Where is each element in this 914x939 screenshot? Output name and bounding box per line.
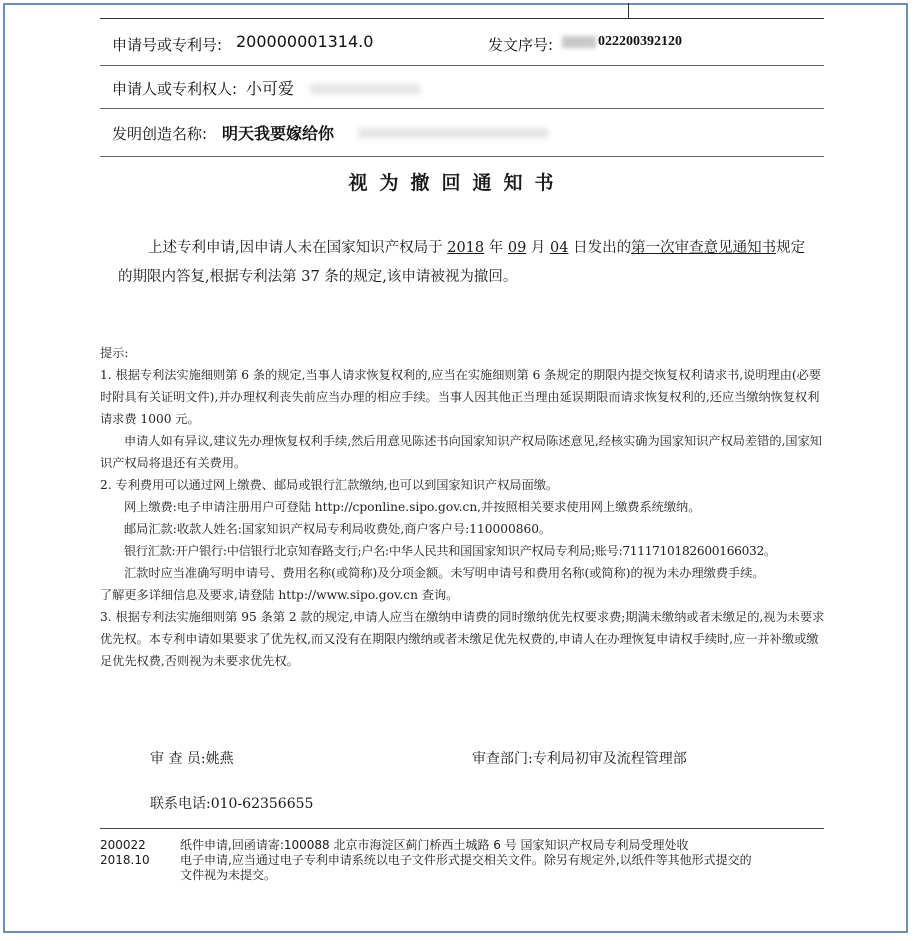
examiner-name: 姚燕	[205, 751, 234, 767]
phone-label: 联系电话:	[150, 796, 211, 812]
body-text: 日发出的	[573, 240, 632, 256]
document-title: 视为撤回通知书	[348, 172, 566, 194]
applicant-value: 小可爱	[246, 79, 295, 98]
footer-code-form: 200022	[100, 838, 146, 852]
body-text: 上述专利申请,因申请人未在国家知识产权局于	[148, 240, 443, 256]
footer-rule	[100, 828, 824, 829]
tips-section	[100, 342, 830, 672]
tip-3: 3. 根据专利法实施细则第 95 条第 2 款的规定,申请人应当在缴纳申请费的同时缴纳优先权要求费;期满未缴纳或者未缴足的,视为未要求优先权。本专利申请如果要求了优先权,而又没有在期限内缴纳或者未缴足优先权费的,申请人在办理恢复申请权手续时,应一并补缴或缴足优先权费,否则视为未要求优先权。	[100, 610, 825, 668]
tip-2-online: 网上缴费:电子申请注册用户可登陆 http://cponline.sipo.gov.cn,并按照相关要求使用网上缴费系统缴纳。	[124, 500, 701, 514]
invention-value: 明天我要嫁给你	[222, 124, 335, 143]
body-line-2: 的期限内答复,根据专利法第 37 条的规定,该申请被视为撤回。	[118, 269, 518, 285]
app-no-label: 申请号或专利号:	[112, 36, 223, 54]
body-text: 规定	[776, 240, 806, 256]
header-row-invention	[100, 109, 824, 157]
department-name: 专利局初审及流程管理部	[532, 751, 687, 767]
body-text: 年	[488, 240, 504, 256]
notice-year: 2018	[447, 240, 485, 256]
notice-day: 04	[550, 240, 569, 256]
top-stub-rule	[628, 3, 629, 19]
tip-2-post: 邮局汇款:收款人姓名:国家知识产权局专利局收费处,商户客户号:110000860。	[124, 522, 552, 536]
app-no-value: 200000001314.0	[236, 32, 374, 51]
serial-value	[562, 34, 682, 50]
serial-number: 022200392120	[598, 34, 682, 49]
examiner-label: 审 查 员:	[150, 751, 206, 767]
redaction-smudge	[310, 84, 420, 94]
serial-label: 发文序号:	[488, 36, 554, 54]
phone-number: 010-62356655	[210, 796, 314, 812]
tip-1: 1. 根据专利法实施细则第 6 条的规定,当事人请求恢复权利的,应当在实施细则第 6 条规定的期限内提交恢复权利请求书,说明理由(必要时附具有关证明文件),并办理权利丧失前应当办理的相应手续。当事人因其他正当理由延误期限而请求恢复权利的,还应当缴纳恢复权利请求费 1000 元。	[100, 368, 822, 426]
department-block	[472, 748, 687, 768]
notice-body	[120, 234, 840, 292]
footer-line-2: 电子申请,应当通过电子专利申请系统以电子文件形式提交相关文件。除另有规定外,以纸件等其他形式提交的	[180, 853, 752, 867]
header-row-application	[100, 19, 824, 66]
footer-line-1: 纸件申请,回函请寄:100088 北京市海淀区蓟门桥西土城路 6 号 国家知识产权局专利局受理处收	[180, 838, 689, 852]
department-label: 审查部门:	[472, 751, 533, 767]
tip-2-more: 了解更多详细信息及要求,请登陆 http://www.sipo.gov.cn 查询。	[100, 588, 459, 602]
invention-label: 发明创造名称:	[112, 125, 208, 143]
tips-heading: 提示:	[100, 346, 129, 360]
header-row-applicant	[100, 66, 824, 109]
phone-block	[150, 793, 313, 813]
redaction-smudge	[358, 128, 548, 138]
tip-2-remit: 汇款时应当准确写明申请号、费用名称(或简称)及分项金额。未写明申请号和费用名称(或简称)的视为未办理缴费手续。	[124, 566, 765, 580]
footer-line-3: 文件视为未提交。	[180, 868, 277, 882]
tip-2-bank: 银行汇款:开户银行:中信银行北京知春路支行;户名:中华人民共和国国家知识产权局专利局;账号:7111710182600166032。	[124, 544, 776, 558]
referenced-notice: 第一次审查意见通知书	[631, 240, 777, 256]
tip-2: 2. 专利费用可以通过网上缴费、邮局或银行汇款缴纳,也可以到国家知识产权局面缴。	[100, 478, 559, 492]
footer-code-date: 2018.10	[100, 853, 150, 867]
applicant-label: 申请人或专利权人:	[112, 80, 238, 98]
tip-1-note: 申请人如有异议,建议先办理恢复权利手续,然后用意见陈述书向国家知识产权局陈述意见,经核实确为国家知识产权局差错的,国家知识产权局将退还有关费用。	[100, 434, 822, 470]
body-line-1	[120, 234, 840, 263]
examiner-block	[150, 748, 234, 768]
redaction-mark	[562, 36, 596, 48]
body-text: 月	[530, 240, 546, 256]
notice-month: 09	[507, 240, 527, 256]
